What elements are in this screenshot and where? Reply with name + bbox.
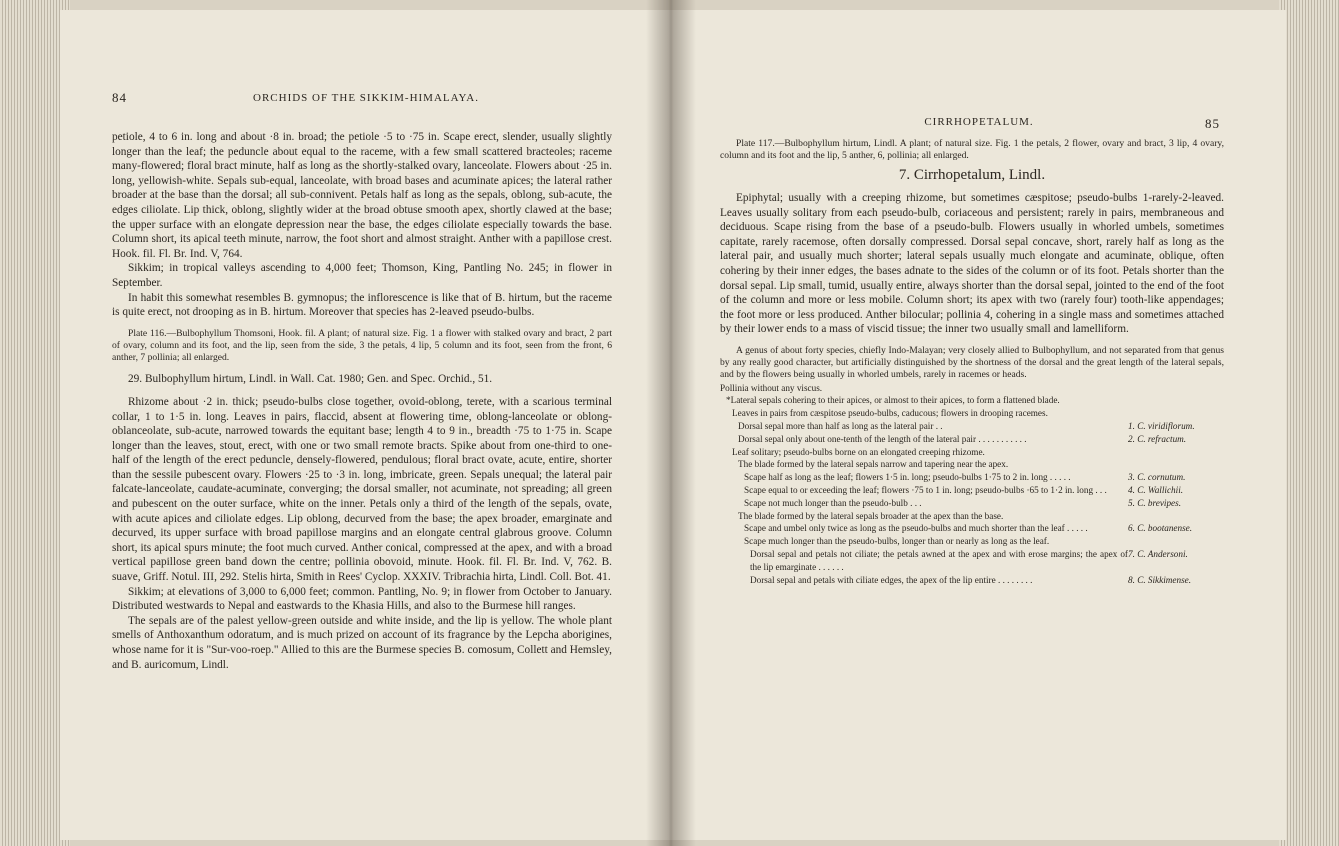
key-row — [720, 574, 1224, 587]
key-text: Scape not much longer than the pseudo-bulb . . . — [744, 497, 922, 508]
page-edges-right — [1279, 0, 1339, 846]
left-page — [60, 10, 672, 840]
key-row — [720, 497, 1224, 510]
key-row — [720, 458, 1224, 471]
key-species — [1128, 446, 1224, 459]
species-key — [720, 382, 1224, 587]
key-row — [720, 510, 1224, 523]
key-text: Leaf solitary; pseudo-bulbs borne on an elongated creeping rhizome. — [732, 446, 985, 457]
genus-heading: 7. Cirrhopetalum, Lindl. — [898, 167, 1046, 184]
plate-caption: Plate 117.—Bulbophyllum hirtum, Lindl. A plant; of natural size. Fig. 1 the petals, 2 flower, ovary and bract, 3 lip, 4 ovary, column and its foot and the lip, 5 anther, 6, pollinia; all enlarged. — [720, 138, 1224, 162]
paragraph: Rhizome about ·2 in. thick; pseudo-bulbs close together, ovoid-oblong, terete, with a scarious terminal collar, 1 to 1·5 in. long. Leaves in pairs, flaccid, absent at flowering time, oblong-lanceolate or oblong-oblanceolate, sub-acute, narrowed towards the equitant base; length 4 to 9 in., breadth ·75 to 1·75 in. Scape longer than the leaves, stout, erect, with one or two small remote bracts. Spike about from one-third to one-half of the length of the erect peduncle, densely-flowered, pendulous; floral bract ovate, acute, entire, shorter than the sessile pubescent ovary. Flowers ·25 to ·3 in. long, imbricate, green. Sepals unequal; the lateral pair falcate-lanceolate, caudate-acuminate, converging; the dorsal smaller, not acuminate, not spreading; all green and pubescent on the outer surface, white on the inner. Petals only a third of the length of the sepals, ovate, with acute apices and ciliolate edges. Lip oblong, decurved from the base; the apex broader, emarginate and decurved, its upper surface with broad papillose margins and an elongate central glabrous groove. Column short, its apical spurs minute; the foot much curved. Anther conical, compressed at the apex, and with a broad vertical papillose green band down the centre; pollinia obovoid, minute. Hook. fil. Fl. Br. Ind. V, 762. B. suave, Griff. Notul. III, 292. Stelis hirta, Smith in Rees' Cyclop. XXXIV. Tribrachia hirta, Lindl. Coll. Bot. 41. — [112, 395, 612, 584]
key-row — [720, 433, 1224, 446]
right-page-body — [720, 138, 1224, 586]
key-species — [1128, 382, 1224, 395]
key-row — [720, 471, 1224, 484]
key-species — [1128, 510, 1224, 523]
species-heading: 29. Bulbophyllum hirtum, Lindl. in Wall. Cat. 1980; Gen. and Spec. Orchid., 51. — [128, 373, 493, 386]
key-text: The blade formed by the lateral sepals broader at the apex than the base. — [738, 510, 1004, 521]
key-species: 5. C. brevipes. — [1128, 497, 1181, 508]
key-row — [720, 382, 1224, 395]
right-running-head: CIRRHOPETALUM. — [924, 116, 1034, 128]
key-species: 3. C. cornutum. — [1128, 472, 1186, 483]
key-species — [1128, 535, 1224, 548]
key-text: Leaves in pairs from cæspitose pseudo-bulbs, caducous; flowers in drooping racemes. — [732, 408, 1048, 419]
key-text: Dorsal sepal more than half as long as the lateral pair . . — [738, 420, 943, 431]
key-species: 7. C. Andersoni. — [1128, 548, 1188, 559]
key-row — [720, 407, 1224, 420]
key-text: Dorsal sepal and petals not ciliate; the petals awned at the apex and with erose margins; the apex of the lip emarginate . . . . . . — [750, 548, 1128, 572]
right-page-header — [672, 92, 1286, 131]
key-species: 6. C. bootanense. — [1128, 523, 1193, 534]
genus-note: A genus of about forty species, chiefly Indo-Malayan; very closely allied to Bulbophyllum, and not separated from that genus by any really good character, but artificially distinguished by the shortness of the dorsal and the great length of the lateral sepals, and by the flowers being usually in whorled umbels, rarely in racemes or heads. — [720, 344, 1224, 381]
key-row — [720, 522, 1224, 535]
key-species — [1128, 394, 1224, 407]
key-species: 2. C. refractum. — [1128, 433, 1187, 444]
paragraph: Sikkim; at elevations of 3,000 to 6,000 feet; common. Pantling, No. 9; in flower from October to January. Distributed westwards to Nepal and eastwards to the Khasia Hills, and also to the Burmese hill ranges. — [112, 585, 612, 613]
left-page-header — [60, 92, 672, 112]
left-page-number: 84 — [112, 90, 127, 105]
key-text: Scape and umbel only twice as long as the pseudo-bulbs and much shorter than the leaf . . . . . — [744, 523, 1088, 534]
paragraph: In habit this somewhat resembles B. gymnopus; the inflorescence is like that of B. hirtum, but the raceme is quite erect, not drooping as in B. hirtum. Moreover that species has 2-leaved pseudo-bulbs. — [112, 291, 612, 319]
key-text: Dorsal sepal only about one-tenth of the length of the lateral pair . . . . . . . . . . . — [738, 433, 1027, 444]
key-text: Pollinia without any viscus. — [720, 382, 823, 393]
key-row — [720, 394, 1224, 407]
key-text: Scape much longer than the pseudo-bulbs, longer than or nearly as long as the leaf. — [744, 536, 1050, 547]
key-text: The blade formed by the lateral sepals narrow and tapering near the apex. — [738, 459, 1009, 470]
key-row — [720, 484, 1224, 497]
left-page-body — [112, 130, 612, 672]
paragraph: The sepals are of the palest yellow-green outside and white inside, and the lip is yellow. The whole plant smells of Anthoxanthum odoratum, and is much prized on account of its fragrance by the Lepcha aborigines, whose name for it is "Sur-voo-roep." Allied to this are the Burmese species B. comosum, Collett and Hemsley, and B. auricomum, Lindl. — [112, 614, 612, 671]
plate-caption: Plate 116.—Bulbophyllum Thomsoni, Hook. fil. A plant; of natural size. Fig. 1 a flower with stalked ovary and bract, 2 part of ovary, column and its foot, and the lip, seen from the side, 3 the petals, 4 lip, 5 column and its foot, seen from the front, 6 anther, 7 pollinia; all enlarged. — [112, 327, 612, 364]
key-row — [720, 420, 1224, 433]
right-page-number: 85 — [1205, 116, 1220, 131]
spine-shadow — [646, 0, 696, 846]
key-text: Scape half as long as the leaf; flowers 1·5 in. long; pseudo-bulbs 1·75 to 2 in. long . . . . . — [744, 472, 1071, 483]
key-species — [1128, 407, 1224, 420]
key-species: 8. C. Sikkimense. — [1128, 574, 1192, 585]
genus-description: Epiphytal; usually with a creeping rhizome, but sometimes cæspitose; pseudo-bulbs 1-rarely-2-leaved. Leaves usually solitary from each pseudo-bulb, coriaceous and persistent; rarely in pairs, membraneous and deciduous. Scape rising from the base of a pseudo-bulb. Flowers usually in whorled umbels, sometimes capitate, rarely racemose, often dorsally compressed. Dorsal sepal concave, short, rarely half as long as the lateral pair, and usually much shorter; lateral sepals usually much elongate and acuminate, oblique, often cohering by their inner edges, the bases adnate to the sides of the column or of its foot. Petals shorter than the dorsal sepal. Lip small, tumid, usually entire, always shorter than the dorsal sepal, jointed to the end of the foot of the column and more or less mobile. Column short; its apex with two (rarely four) tooth-like appendages; the foot more or less produced. Anther bilocular; pollinia 4, cohering in a single mass and sometimes attached by their lower ends to a mass of viscid tissue; the inner two usually small and lamelliform. — [720, 192, 1224, 336]
key-species: 4. C. Wallichii. — [1128, 484, 1184, 495]
key-row — [720, 446, 1224, 459]
key-text: Scape equal to or exceeding the leaf; flowers ·75 to 1 in. long; pseudo-bulbs ·65 to 1·2 in. long . . . — [744, 484, 1107, 495]
paragraph: petiole, 4 to 6 in. long and about ·8 in. broad; the petiole ·5 to ·75 in. Scape erect, slender, usually slightly longer than the leaf; the peduncle about equal to the raceme, with a few small scattered bracteoles; raceme many-flowered; floral bract minute, half as long as the shortly-stalked ovary, lanceolate. Flowers about ·25 in. long, yellowish-white. Sepals sub-equal, lanceolate, with broad bases and acuminate apices; the lateral rather broader at the base than the dorsal; all sub-connivent. Petals half as long as the sepals, oblong, sub-acute, the edges ciliolate. Lip thick, oblong, slightly wider at the broad obtuse smooth apex, shortly clawed at the base; the upper surface with an elongate depression near the base, the edges ciliolate especially towards the base. Column short, its apical teeth minute, narrow, the foot short and almost straight. Anther with a papillose crest. Hook. fil. Fl. Br. Ind. V, 764. — [112, 131, 612, 260]
key-species — [1128, 458, 1224, 471]
key-row — [720, 548, 1224, 574]
paragraph: Sikkim; in tropical valleys ascending to 4,000 feet; Thomson, King, Pantling No. 245; in flower in September. — [112, 262, 612, 289]
key-species: 1. C. viridiflorum. — [1128, 420, 1195, 431]
key-text: Dorsal sepal and petals with ciliate edges, the apex of the lip entire . . . . . . . . — [750, 574, 1033, 585]
right-page — [672, 10, 1286, 840]
key-text: *Lateral sepals cohering to their apices, or almost to their apices, to form a flattened blade. — [726, 395, 1060, 406]
left-running-head: ORCHIDS OF THE SIKKIM-HIMALAYA. — [253, 92, 479, 104]
key-row — [720, 535, 1224, 548]
